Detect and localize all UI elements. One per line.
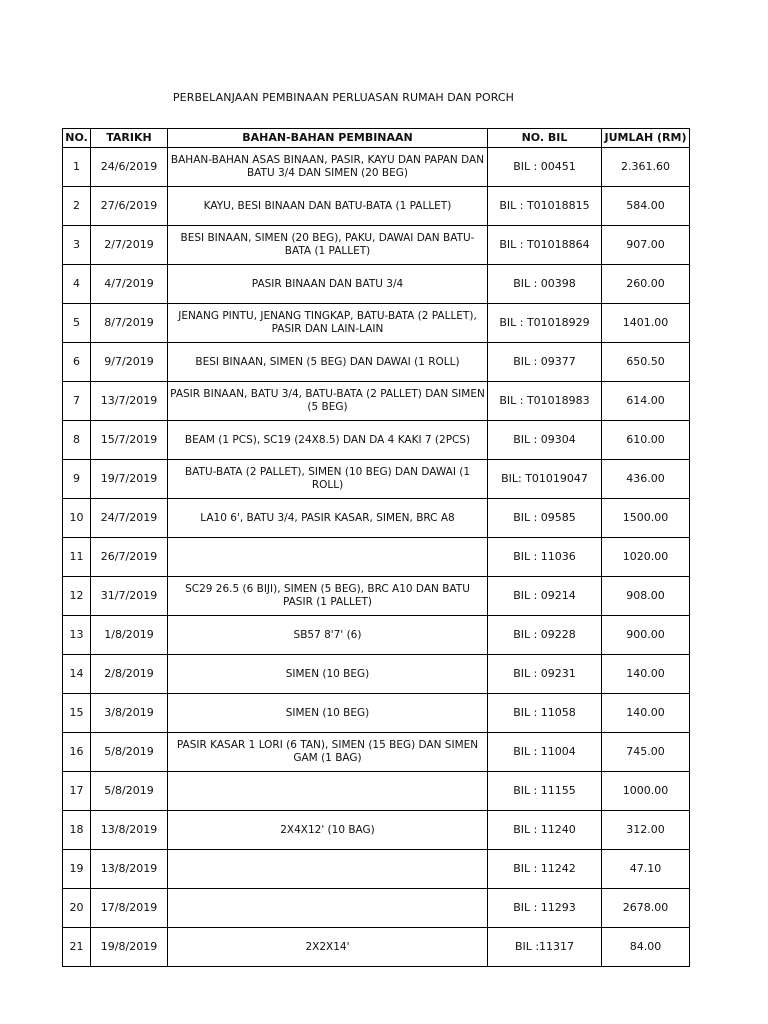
cell-jumlah: 1020.00 [602, 538, 690, 577]
table-row [63, 538, 690, 577]
cell-bahan: BESI BINAAN, SIMEN (20 BEG), PAKU, DAWAI DAN BATU-BATA (1 PALLET) [168, 226, 488, 265]
cell-tarikh: 26/7/2019 [91, 538, 168, 577]
cell-bahan: 2X4X12' (10 BAG) [168, 811, 488, 850]
cell-tarikh: 31/7/2019 [91, 577, 168, 616]
table-row [63, 304, 690, 343]
table-row [63, 772, 690, 811]
cell-jumlah: 1500.00 [602, 499, 690, 538]
cell-tarikh: 3/8/2019 [91, 694, 168, 733]
cell-no: 10 [63, 499, 91, 538]
cell-bahan: SB57 8'7' (6) [168, 616, 488, 655]
table-row [63, 226, 690, 265]
cell-jumlah: 140.00 [602, 694, 690, 733]
cell-bil: BIL : 09585 [488, 499, 602, 538]
cell-jumlah: 1401.00 [602, 304, 690, 343]
cell-bil: BIL : 09231 [488, 655, 602, 694]
table-row [63, 811, 690, 850]
cell-tarikh: 5/8/2019 [91, 733, 168, 772]
cell-bil: BIL: T01019047 [488, 460, 602, 499]
cell-no: 15 [63, 694, 91, 733]
cell-tarikh: 17/8/2019 [91, 889, 168, 928]
cell-no: 8 [63, 421, 91, 460]
expense-table [62, 128, 690, 967]
cell-bahan: BEAM (1 PCS), SC19 (24X8.5) DAN DA 4 KAKI 7 (2PCS) [168, 421, 488, 460]
cell-tarikh: 13/7/2019 [91, 382, 168, 421]
header-jumlah: JUMLAH (RM) [602, 129, 690, 148]
cell-no: 21 [63, 928, 91, 967]
cell-jumlah: 614.00 [602, 382, 690, 421]
cell-bil: BIL : T01018815 [488, 187, 602, 226]
cell-tarikh: 2/7/2019 [91, 226, 168, 265]
cell-bahan: BESI BINAAN, SIMEN (5 BEG) DAN DAWAI (1 ROLL) [168, 343, 488, 382]
header-bil: NO. BIL [488, 129, 602, 148]
table-row [63, 733, 690, 772]
table-row [63, 265, 690, 304]
cell-tarikh: 24/7/2019 [91, 499, 168, 538]
cell-jumlah: 260.00 [602, 265, 690, 304]
cell-bil: BIL : 09228 [488, 616, 602, 655]
cell-bil: BIL : 11293 [488, 889, 602, 928]
cell-tarikh: 27/6/2019 [91, 187, 168, 226]
cell-no: 17 [63, 772, 91, 811]
cell-bahan: PASIR BINAAN DAN BATU 3/4 [168, 265, 488, 304]
cell-jumlah: 2678.00 [602, 889, 690, 928]
cell-bil: BIL :11317 [488, 928, 602, 967]
cell-no: 4 [63, 265, 91, 304]
cell-bil: BIL : 11058 [488, 694, 602, 733]
cell-no: 6 [63, 343, 91, 382]
table-row [63, 187, 690, 226]
table-row [63, 460, 690, 499]
cell-no: 7 [63, 382, 91, 421]
cell-jumlah: 2.361.60 [602, 148, 690, 187]
cell-bil: BIL : 00451 [488, 148, 602, 187]
cell-tarikh: 13/8/2019 [91, 850, 168, 889]
cell-bahan: SIMEN (10 BEG) [168, 655, 488, 694]
cell-no: 5 [63, 304, 91, 343]
cell-no: 12 [63, 577, 91, 616]
cell-bahan: 2X2X14' [168, 928, 488, 967]
cell-jumlah: 312.00 [602, 811, 690, 850]
cell-jumlah: 584.00 [602, 187, 690, 226]
cell-jumlah: 650.50 [602, 343, 690, 382]
table-row [63, 343, 690, 382]
table-row [63, 577, 690, 616]
cell-bahan: KAYU, BESI BINAAN DAN BATU-BATA (1 PALLET) [168, 187, 488, 226]
cell-bil: BIL : 09304 [488, 421, 602, 460]
cell-bil: BIL : T01018929 [488, 304, 602, 343]
table-row [63, 655, 690, 694]
table-row [63, 928, 690, 967]
cell-bahan [168, 889, 488, 928]
cell-no: 3 [63, 226, 91, 265]
table-row [63, 499, 690, 538]
cell-tarikh: 19/7/2019 [91, 460, 168, 499]
header-bahan: BAHAN-BAHAN PEMBINAAN [168, 129, 488, 148]
cell-tarikh: 19/8/2019 [91, 928, 168, 967]
cell-bil: BIL : 11240 [488, 811, 602, 850]
cell-bahan [168, 772, 488, 811]
cell-tarikh: 8/7/2019 [91, 304, 168, 343]
cell-bil: BIL : 00398 [488, 265, 602, 304]
cell-jumlah: 84.00 [602, 928, 690, 967]
cell-jumlah: 1000.00 [602, 772, 690, 811]
cell-bahan: PASIR BINAAN, BATU 3/4, BATU-BATA (2 PALLET) DAN SIMEN (5 BEG) [168, 382, 488, 421]
cell-no: 11 [63, 538, 91, 577]
cell-tarikh: 9/7/2019 [91, 343, 168, 382]
cell-bil: BIL : 11242 [488, 850, 602, 889]
cell-jumlah: 47.10 [602, 850, 690, 889]
cell-tarikh: 4/7/2019 [91, 265, 168, 304]
cell-bahan: SIMEN (10 BEG) [168, 694, 488, 733]
cell-tarikh: 24/6/2019 [91, 148, 168, 187]
cell-bahan [168, 850, 488, 889]
cell-jumlah: 436.00 [602, 460, 690, 499]
table-row [63, 616, 690, 655]
cell-no: 16 [63, 733, 91, 772]
cell-bil: BIL : 09214 [488, 577, 602, 616]
table-row [63, 850, 690, 889]
cell-tarikh: 2/8/2019 [91, 655, 168, 694]
cell-tarikh: 5/8/2019 [91, 772, 168, 811]
cell-bil: BIL : T01018864 [488, 226, 602, 265]
expense-table-container [62, 128, 690, 953]
table-row [63, 421, 690, 460]
table-row [63, 694, 690, 733]
table-header-row [63, 129, 690, 148]
cell-jumlah: 907.00 [602, 226, 690, 265]
cell-jumlah: 140.00 [602, 655, 690, 694]
table-row [63, 889, 690, 928]
cell-no: 9 [63, 460, 91, 499]
cell-bahan: SC29 26.5 (6 BIJI), SIMEN (5 BEG), BRC A10 DAN BATU PASIR (1 PALLET) [168, 577, 488, 616]
cell-bil: BIL : 11155 [488, 772, 602, 811]
cell-tarikh: 15/7/2019 [91, 421, 168, 460]
cell-no: 19 [63, 850, 91, 889]
cell-bil: BIL : T01018983 [488, 382, 602, 421]
cell-tarikh: 13/8/2019 [91, 811, 168, 850]
cell-bil: BIL : 11036 [488, 538, 602, 577]
cell-bahan: PASIR KASAR 1 LORI (6 TAN), SIMEN (15 BEG) DAN SIMEN GAM (1 BAG) [168, 733, 488, 772]
cell-tarikh: 1/8/2019 [91, 616, 168, 655]
cell-bahan: JENANG PINTU, JENANG TINGKAP, BATU-BATA (2 PALLET), PASIR DAN LAIN-LAIN [168, 304, 488, 343]
cell-no: 20 [63, 889, 91, 928]
cell-jumlah: 610.00 [602, 421, 690, 460]
table-row [63, 382, 690, 421]
cell-jumlah: 900.00 [602, 616, 690, 655]
cell-jumlah: 908.00 [602, 577, 690, 616]
cell-bahan [168, 538, 488, 577]
cell-bil: BIL : 11004 [488, 733, 602, 772]
header-no: NO. [63, 129, 91, 148]
cell-bahan: BAHAN-BAHAN ASAS BINAAN, PASIR, KAYU DAN PAPAN DAN BATU 3/4 DAN SIMEN (20 BEG) [168, 148, 488, 187]
cell-no: 18 [63, 811, 91, 850]
cell-no: 14 [63, 655, 91, 694]
header-tarikh: TARIKH [91, 129, 168, 148]
cell-bahan: LA10 6', BATU 3/4, PASIR KASAR, SIMEN, BRC A8 [168, 499, 488, 538]
cell-no: 2 [63, 187, 91, 226]
cell-bahan: BATU-BATA (2 PALLET), SIMEN (10 BEG) DAN DAWAI (1 ROLL) [168, 460, 488, 499]
document-title: PERBELANJAAN PEMBINAAN PERLUASAN RUMAH DAN PORCH [172, 91, 515, 104]
cell-jumlah: 745.00 [602, 733, 690, 772]
table-row [63, 148, 690, 187]
cell-no: 1 [63, 148, 91, 187]
cell-no: 13 [63, 616, 91, 655]
cell-bil: BIL : 09377 [488, 343, 602, 382]
